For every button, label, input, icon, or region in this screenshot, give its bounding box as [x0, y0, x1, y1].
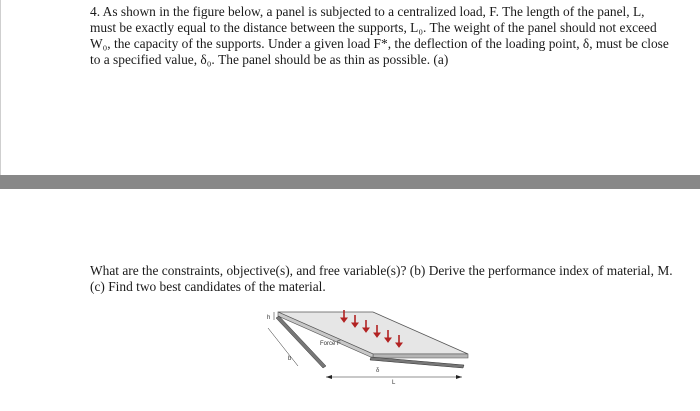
questions-paragraph: What are the constraints, objective(s), and free variable(s)? (b) Derive the performance index of material, M. (c) Find two best candidates of the material. — [90, 263, 673, 294]
panel-front-face — [373, 354, 468, 358]
panel-loading-figure — [258, 308, 478, 408]
label-delta: δ — [376, 368, 380, 374]
label-b: b — [288, 356, 292, 362]
label-h: h — [267, 315, 271, 321]
page-divider — [0, 175, 700, 189]
label-force: Force F — [320, 341, 341, 347]
page-edge — [0, 0, 1, 175]
problem-statement-paragraph: 4. As shown in the figure below, a panel is subjected to a centralized load, F. The length of the panel, L, must be exactly equal to the distance between the supports, L₀. The weight of the panel should not exceed W₀, the capacity of the supports. Under a given load F*, the deflection of the loading point, δ, must be close to a specified value, δ₀. The panel should be as thin as possible. (a) — [90, 4, 669, 67]
label-L: L — [392, 380, 396, 386]
right-support — [370, 357, 464, 368]
document-page-top — [0, 0, 700, 176]
